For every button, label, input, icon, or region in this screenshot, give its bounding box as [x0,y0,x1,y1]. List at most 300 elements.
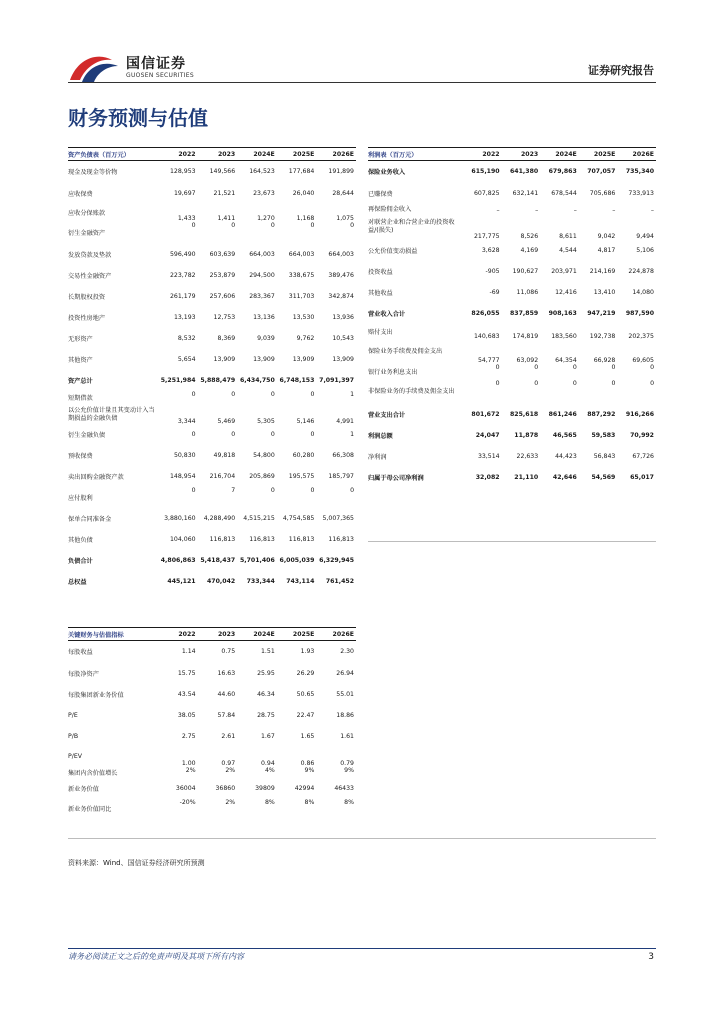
cell-value: 223,782 [170,271,196,279]
cell-value: 13,909 [253,355,275,363]
cell-value: 60,280 [292,451,315,459]
cell-value: 183,560 [551,332,577,340]
cell-value: 5,701,406 [239,556,275,564]
cell-value: 4,544 [559,246,577,254]
cell-value: 664,003 [288,250,315,258]
cell-value: 5,146 [296,417,315,425]
cell-value: 66,308 [332,451,354,459]
cell-value: 283,367 [249,292,275,300]
cell-value: 26.29 [296,669,315,677]
cell-value: 22.47 [296,711,315,719]
cell-value: 253,879 [209,271,236,279]
table-title: 关键财务与估值指标 [68,628,158,641]
cell-value: 1.51 [261,648,275,656]
table-title: 资产负债表（百万元） [68,148,158,161]
cell-value: 8% [344,798,354,806]
table-row [368,240,656,261]
table-row [68,466,356,487]
cell-value: 13,936 [332,313,354,321]
cell-value: 217,775 [474,232,500,240]
cell-value: 69,605 [632,356,654,364]
row-label: 归属于母公司净利润 [368,474,424,482]
table-row [68,641,356,663]
cell-value: 678,544 [551,189,577,197]
cell-value: 33,514 [477,452,500,460]
cell-value: 13,909 [332,355,354,363]
cell-value: 22,633 [516,452,539,460]
cell-value: 28,644 [332,189,354,197]
cell-value: 55.01 [336,690,354,698]
cell-value: 743,114 [286,577,315,585]
balance-sheet-table [68,147,356,592]
logo-text-cn: 国信证券 [126,56,186,72]
cell-value: 6,748,153 [279,376,315,384]
cell-value: 42994 [294,785,315,792]
cell-value: 1 [350,431,354,438]
cell-value: 195,575 [288,472,315,480]
cell-value: 0 [611,379,616,387]
cell-value: 9,039 [257,334,275,342]
cell-value: 6,434,750 [239,376,275,384]
report-type: 证券研究报告 [588,64,654,77]
cell-value: 46,565 [552,431,577,439]
guosen-logo [68,52,198,86]
cell-value: 294,500 [249,271,275,279]
cell-value: 6,329,945 [319,556,354,564]
cell-value: 26,040 [292,189,315,197]
cell-value: 32,082 [475,473,500,481]
cell-value: 191,899 [328,168,354,176]
cell-value: 13,530 [292,313,315,321]
table-row [368,183,656,204]
cell-value: 0 [350,486,354,494]
row-label: 公允价值变动损益 [368,247,418,255]
cell-value: 0.94 [261,759,275,767]
row-label: 预收保费 [68,452,93,460]
row-label: 长期股权投资 [68,293,106,301]
cell-value: -905 [485,267,500,275]
cell-value: 12,416 [555,288,577,296]
row-label: P/E [68,711,78,719]
cell-value: 65,017 [630,473,654,481]
cell-value: 18.86 [336,711,354,719]
cell-value: 8,532 [177,334,196,342]
cell-value: 46.34 [257,690,275,698]
table-row [368,380,656,404]
column-header: 2025E [277,148,317,161]
cell-value: 826,055 [471,309,500,317]
cell-value: 16.63 [217,669,236,677]
cell-value: 641,380 [510,168,539,176]
table-row [68,222,356,244]
page-title: 财务预测与估值 [68,106,208,130]
cell-value: 4,991 [336,417,354,425]
cell-value: 12,753 [213,313,236,321]
cell-value: 28.75 [257,711,275,719]
cell-value: 13,909 [292,355,315,363]
cell-value: 4,288,490 [203,514,236,522]
cell-value: 0 [495,379,500,387]
cell-value: 8,369 [217,334,236,342]
cell-value: 13,410 [593,288,616,296]
table-row [68,767,356,779]
table-row [68,445,356,466]
cell-value: 44.60 [217,690,236,698]
cell-value: 5,106 [636,246,654,254]
table-header-row [368,148,656,161]
table-row [68,705,356,726]
cell-value: 3,628 [481,246,500,254]
table-row [68,779,356,799]
footer-divider [68,948,656,949]
cell-value: 116,813 [209,535,236,543]
table-row [68,529,356,550]
cell-value: 63,092 [516,356,539,364]
row-label: 赔付支出 [368,329,393,336]
row-label: 应收分保账款 [68,210,106,217]
row-label: 资产总计 [68,377,93,385]
cell-value: 261,179 [170,292,196,300]
table-row [68,663,356,684]
table-row [68,286,356,307]
cell-value: 216,704 [209,472,236,480]
table-row [368,282,656,303]
cell-value: 140,683 [474,332,500,340]
cell-value: 470,042 [207,577,236,585]
row-label: 营业收入合计 [368,310,406,318]
cell-value: 2.30 [340,648,354,656]
cell-value: 0.79 [340,759,354,767]
row-label: 卖出回购金融资产款 [68,473,124,481]
table-row [68,307,356,328]
cell-value: 615,190 [471,168,500,176]
row-label: 其他收益 [368,289,393,297]
table-row [368,404,656,425]
row-label: 集团内含价值增长 [68,770,118,777]
column-header: 2025E [579,148,618,161]
cell-value: 0 [350,221,354,229]
row-label: 营业支出合计 [368,411,406,419]
table-row [68,370,356,391]
cell-value: 104,060 [170,535,196,543]
cell-value: 46433 [334,785,354,792]
row-label: 以公允价值计量且其变动计入当期损益的金融负债 [68,406,155,422]
cell-value: 5,007,365 [322,514,354,522]
row-label: 负债合计 [68,557,93,565]
cell-value: – [612,206,616,214]
column-header: 2023 [502,148,541,161]
cell-value: 44,423 [555,452,577,460]
cell-value: 174,819 [512,332,539,340]
cell-value: 987,590 [625,309,654,317]
table-row [68,161,356,183]
cell-value: 24,047 [475,431,500,439]
column-header: 2024E [540,148,579,161]
table-row [68,799,356,819]
cell-value: 54,800 [253,451,275,459]
cell-value: 0 [191,221,196,229]
cell-value: 0 [611,363,616,371]
cell-value: 49,818 [213,451,236,459]
row-label: 无形资产 [68,335,93,343]
cell-value: 3,880,160 [164,514,196,522]
cell-value: 8% [304,798,315,806]
table-row [68,747,356,767]
row-label: 其他负债 [68,536,93,544]
column-header: 2023 [198,628,238,641]
cell-value: 15.75 [177,669,196,677]
cell-value: 8,611 [559,232,577,240]
cell-value: 23,673 [253,189,275,197]
cell-value: 21,110 [514,473,539,481]
cell-value: 1,075 [336,214,354,222]
column-header: 2022 [158,148,198,161]
cell-value: 8,526 [520,232,539,240]
cell-value: 116,813 [288,535,315,543]
row-label: 保单合同准备金 [68,515,112,523]
row-label: 其他资产 [68,356,93,364]
cell-value: 1,411 [217,214,236,222]
cell-value: 0 [270,390,275,398]
cell-value: 801,672 [471,410,500,418]
row-label: 对联营企业和合营企业的投资收益/(损失) [368,218,455,234]
cell-value: 0 [310,486,315,494]
cell-value: 36860 [215,785,236,792]
cell-value: 13,193 [173,313,196,321]
cell-value: 1,433 [177,214,196,222]
cell-value: 596,490 [170,250,196,258]
column-header: 2026E [617,148,656,161]
cell-value: 224,878 [628,267,654,275]
logo-text-en: GUOSEN SECURITIES [126,72,195,79]
row-label: 投资收益 [368,268,393,276]
row-label: 衍生金融负债 [68,432,106,439]
cell-value: 10,543 [332,334,354,342]
row-label: P/B [68,732,79,740]
cell-value: 0 [310,390,315,398]
table-row [68,405,356,425]
cell-value: 0.97 [221,759,236,767]
table-row [68,487,356,508]
cell-value: 64,354 [555,356,577,364]
cell-value: 664,003 [249,250,275,258]
row-label: 衍生金融资产 [68,230,106,237]
table-row [368,204,656,214]
guosen-logo-icon [68,52,122,84]
cell-value: 59,583 [591,431,616,439]
cell-value: 705,686 [589,189,616,197]
cell-value: 2.75 [181,732,196,740]
table-row [68,684,356,705]
cell-value: 607,825 [474,189,500,197]
table-title: 利润表（百万元） [368,148,463,161]
row-label: 利润总额 [368,432,393,440]
cell-value: 5,469 [217,417,236,425]
table-header-row [68,148,356,161]
cell-value: 38.05 [177,711,196,719]
cell-value: 11,878 [514,431,539,439]
cell-value: 56,843 [593,452,616,460]
cell-value: 257,606 [209,292,236,300]
table-row [368,303,656,324]
cell-value: 0 [534,363,539,371]
cell-value: 5,251,984 [160,376,196,384]
row-label: 再保险佣金收入 [368,206,412,213]
cell-value: 632,141 [512,189,539,197]
cell-value: 0 [231,221,236,229]
row-label: 保险业务收入 [368,169,406,177]
cell-value: -69 [489,288,500,296]
column-header: 2025E [277,628,317,641]
cell-value: 603,639 [209,250,236,258]
cell-value: 445,121 [167,577,196,585]
cell-value: 42,646 [552,473,577,481]
cell-value: 861,246 [548,410,577,418]
cell-value: 4,806,863 [160,556,196,564]
cell-value: 5,418,437 [200,556,236,564]
cell-value: 1.00 [181,759,196,767]
cell-value: 54,777 [477,356,500,364]
cell-value: 25.95 [257,669,275,677]
table-row [68,425,356,445]
cell-value: 14,080 [632,288,654,296]
cell-value: 3,344 [177,417,196,425]
column-header: 2022 [158,628,198,641]
cell-value: 1.93 [300,648,315,656]
cell-value: 13,909 [213,355,236,363]
cell-value: 4,169 [520,246,539,254]
column-header: 2026E [316,148,356,161]
cell-value: 128,953 [170,168,196,176]
table-row [68,265,356,286]
cell-value: 664,003 [328,250,354,258]
cell-value: 4% [264,766,275,774]
cell-value: 887,292 [587,410,616,418]
row-label: 每股净资产 [68,670,99,678]
cell-value: 192,738 [589,332,616,340]
cell-value: 342,874 [328,292,354,300]
cell-value: 39809 [255,785,275,792]
cell-value: 9% [304,766,315,774]
income-table-bottom-line [368,541,656,542]
cell-value: 205,869 [249,472,275,480]
cell-value: 0 [231,431,236,438]
cell-value: 0 [534,379,539,387]
row-label: 总权益 [68,578,87,586]
cell-value: 177,684 [288,168,315,176]
column-header: 2026E [316,628,356,641]
row-label: 现金及现金等价物 [68,169,118,177]
row-label: 保险业务手续费及佣金支出 [368,347,443,355]
cell-value: 5,888,479 [200,376,236,384]
table-row [368,446,656,467]
table-row [368,340,656,364]
cell-value: 0 [572,379,577,387]
cell-value: 6,005,039 [279,556,315,564]
cell-value: – [573,206,577,214]
cell-value: 4,817 [597,246,616,254]
row-label: 新业务价值 [68,786,99,793]
cell-value: 4,515,215 [243,514,275,522]
cell-value: 837,859 [510,309,539,317]
cell-value: 338,675 [288,271,315,279]
footer-disclaimer: 请务必阅读正文之后的免责声明及其项下所有内容 [68,952,244,961]
table-row [68,328,356,349]
cell-value: 7,091,397 [319,376,354,384]
cell-value: 43.54 [177,690,196,698]
cell-value: 5,305 [257,417,275,425]
cell-value: 1 [350,390,354,398]
cell-value: 9,042 [597,232,616,240]
row-label: 每股收益 [68,649,93,657]
column-header: 2024E [237,628,277,641]
cell-value: 190,627 [512,267,539,275]
row-label: P/EV [68,753,82,760]
income-statement-table [368,147,656,488]
table-row [68,349,356,370]
cell-value: 311,703 [288,292,315,300]
table-row [68,726,356,747]
cell-value: 0 [191,390,196,398]
cell-value: 2% [225,798,236,806]
cell-value: 0 [270,431,275,438]
cell-value: 0 [495,363,500,371]
cell-value: – [535,206,539,214]
cell-value: 116,813 [249,535,275,543]
cell-value: 50,830 [173,451,196,459]
table-row [68,183,356,204]
cell-value: 0 [310,221,315,229]
cell-value: 733,913 [628,189,654,197]
table-row [368,425,656,446]
cell-value: 9,494 [636,232,654,240]
row-label: 应收保费 [68,190,93,198]
cell-value: – [496,206,500,214]
cell-value: 1.61 [340,732,354,740]
cell-value: 916,266 [625,410,654,418]
cell-value: 1,168 [296,214,315,222]
cell-value: 50.65 [296,690,315,698]
table-row [68,391,356,405]
table-row [368,364,656,380]
cell-value: 947,219 [587,309,616,317]
cell-value: 149,566 [209,168,236,176]
cell-value: 9% [344,766,354,774]
cell-value: 26.94 [336,669,354,677]
cell-value: 825,618 [510,410,539,418]
page-number: 3 [648,952,654,962]
cell-value: 4,754,585 [282,514,315,522]
row-label: 投资性房地产 [68,314,106,322]
cell-value: 0.75 [221,648,236,656]
cell-value: 19,697 [173,189,196,197]
cell-value: 148,954 [170,472,196,480]
table-row [368,261,656,282]
column-header: 2022 [463,148,502,161]
cell-value: 164,523 [249,168,275,176]
cell-value: 1,270 [257,214,275,222]
cell-value: 13,136 [253,313,275,321]
cell-value: 116,813 [328,535,354,543]
table-row [368,467,656,488]
row-label: 银行业务利息支出 [368,369,418,376]
cell-value: 2.61 [221,732,236,740]
cell-value: 0 [270,486,275,494]
cell-value: 8% [264,798,275,806]
cell-value: 11,086 [516,288,539,296]
cell-value: 1.65 [300,732,315,740]
cell-value: 679,863 [548,168,577,176]
